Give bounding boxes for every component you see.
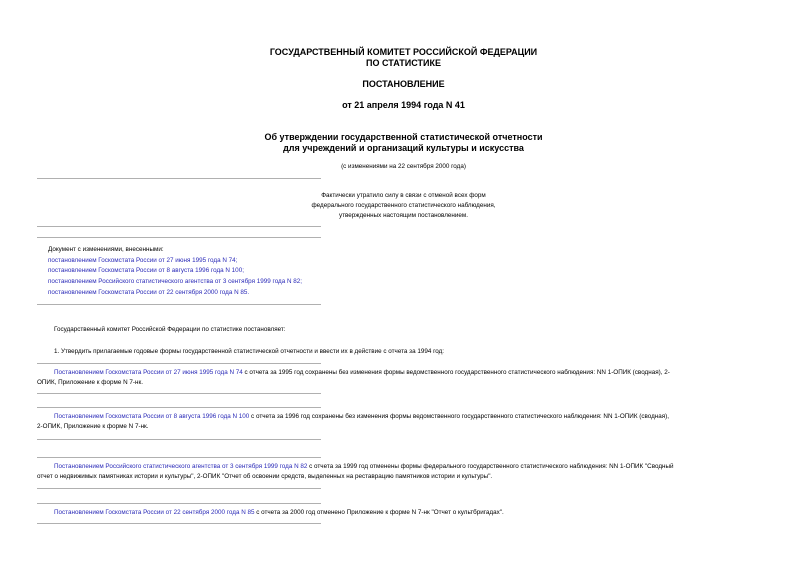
notice-line1: Фактически утратило силу в связи с отменой всех форм — [321, 192, 486, 199]
change-link-1999[interactable]: постановлением Российского статистического агентства от 3 сентября 1999 года N 82; — [48, 278, 303, 285]
amended-note: (с изменениями на 22 сентября 2000 года) — [341, 163, 466, 170]
divider — [37, 226, 321, 227]
document-type: ПОСТАНОВЛЕНИЕ — [362, 79, 445, 89]
divider — [37, 523, 321, 524]
changes-intro: Документ с изменениями, внесенными: — [48, 246, 164, 253]
committee-name-line1: ГОСУДАРСТВЕННЫЙ КОМИТЕТ РОССИЙСКОЙ ФЕДЕРАЦИИ — [269, 47, 538, 57]
preamble: Государственный комитет Российской Федерации по статистике постановляет: — [54, 326, 286, 333]
divider — [37, 363, 321, 364]
note-1995-line1 — [54, 368, 670, 377]
document-date-number: от 21 апреля 1994 года N 41 — [342, 100, 465, 110]
note-text: с отчета за 2000 год отменено Приложение к форме N 7-нк "Отчет о культбригадах". — [254, 509, 504, 516]
note-1996-line1 — [54, 412, 669, 421]
divider — [37, 407, 321, 408]
notice-line3: утвержденных настоящим постановлением. — [338, 212, 468, 219]
divider — [37, 237, 321, 238]
note-text: с отчета за 1996 год сохранены без изменения формы ведомственного государственного статистического наблюдения: NN 1-ОПИК (сводная), — [249, 413, 670, 420]
note-text: с отчета за 1999 год отменены формы федерального государственного статистического наблюдения: NN 1-ОПИК "Сводный — [307, 463, 674, 470]
change-link-2000[interactable]: постановлением Госкомстата России от 22 сентября 2000 года N 85. — [48, 289, 250, 296]
note-text: с отчета за 1995 год сохранены без изменения формы ведомственного государственного статистического наблюдения: NN 1-ОПИК (сводная), 2- — [242, 369, 670, 376]
change-link-1995[interactable]: постановлением Госкомстата России от 27 июня 1995 года N 74; — [48, 257, 238, 264]
change-link-1996[interactable]: постановлением Госкомстата России от 8 августа 1996 года N 100; — [48, 267, 244, 274]
divider — [37, 488, 321, 489]
note-1999-line1 — [54, 462, 674, 471]
note-link-1995[interactable]: Постановлением Госкомстата России от 27 июня 1995 года N 74 — [54, 369, 243, 376]
document-subject-line2: для учреждений и организаций культуры и искусства — [283, 143, 524, 153]
divider — [37, 457, 321, 458]
divider — [37, 393, 321, 394]
divider — [37, 439, 321, 440]
committee-name-line2: ПО СТАТИСТИКЕ — [366, 58, 441, 68]
item-1: 1. Утвердить прилагаемые годовые формы государственной статистической отчетности и ввести их в действие с отчета за 1994 год: — [54, 348, 445, 355]
divider — [37, 304, 321, 305]
note-link-1999[interactable]: Постановлением Российского статистического агентства от 3 сентября 1999 года N 82 — [54, 463, 308, 470]
note-2000-line1 — [54, 508, 504, 517]
document-subject-line1: Об утверждении государственной статистической отчетности — [264, 132, 543, 142]
note-link-2000[interactable]: Постановлением Госкомстата России от 22 сентября 2000 года N 85 — [54, 509, 255, 516]
note-1996-line2: 2-ОПИК, Приложение к форме N 7-нк. — [37, 423, 149, 430]
divider — [37, 178, 321, 179]
note-1995-line2: ОПИК, Приложение к форме N 7-нк. — [37, 379, 143, 386]
notice-line2: федерального государственного статистического наблюдения, — [311, 202, 496, 209]
note-link-1996[interactable]: Постановлением Госкомстата России от 8 августа 1996 года N 100 — [54, 413, 250, 420]
divider — [37, 503, 321, 504]
note-1999-line2: отчет о недвижимых памятниках истории и культуры", 2-ОПИК "Отчет об освоении средств, выделенных на реставрацию памятников истории и культуры". — [37, 473, 493, 480]
